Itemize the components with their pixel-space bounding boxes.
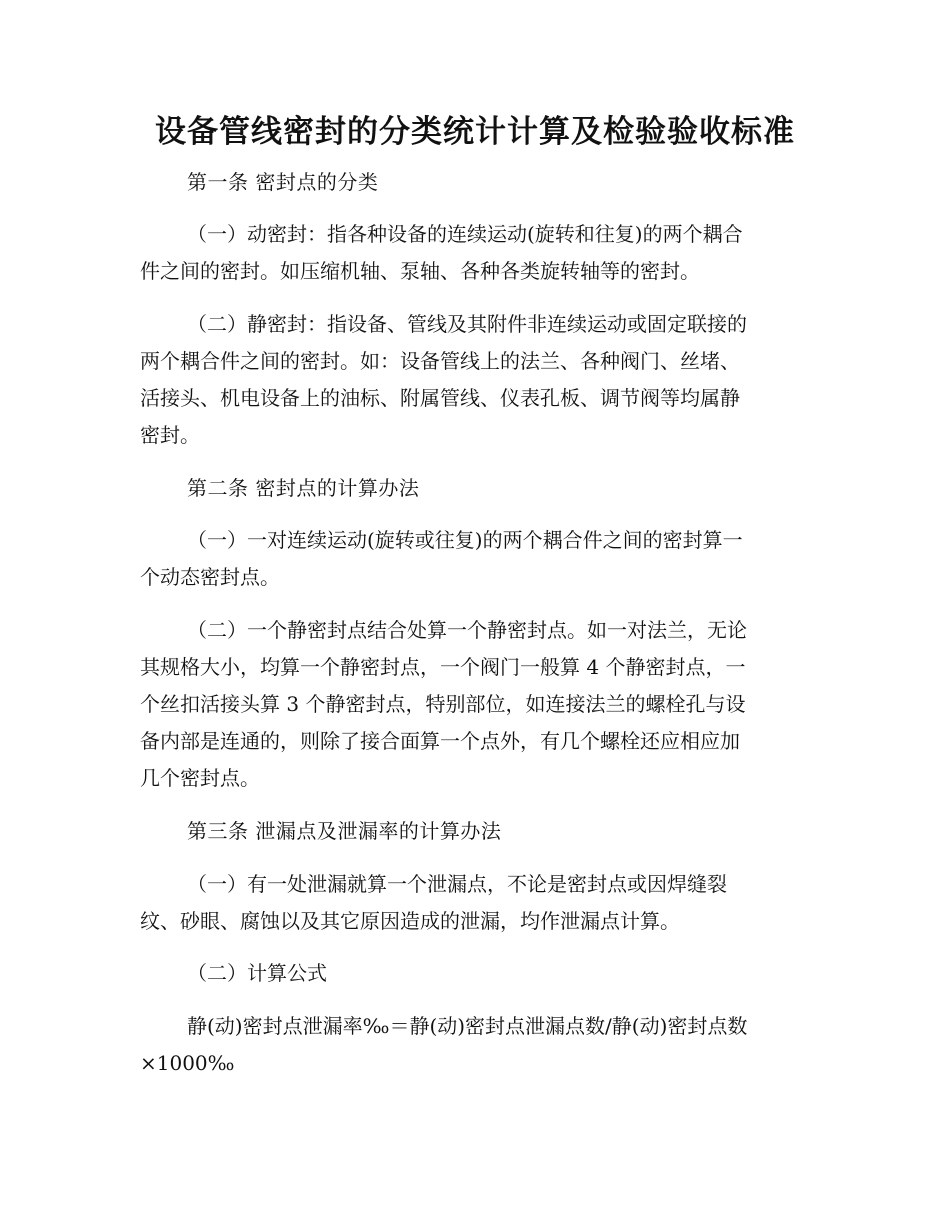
- section-3-heading: 第三条 泄漏点及泄漏率的计算办法: [187, 819, 502, 843]
- section-2-paragraph-2-line-5: 几个密封点。: [140, 766, 260, 790]
- section-1-paragraph-2-line-4: 密封。: [140, 423, 200, 447]
- section-2-paragraph-1-line-2: 个动态密封点。: [140, 565, 280, 589]
- formula-line-2: ×1000‰: [140, 1051, 235, 1075]
- section-2-heading: 第二条 密封点的计算办法: [187, 476, 420, 500]
- section-2-paragraph-2-line-3: 个丝扣活接头算 3 个静密封点，特别部位，如连接法兰的螺栓孔与设: [140, 692, 746, 716]
- section-3-paragraph-1-line-1: （一）有一处泄漏就算一个泄漏点，不论是密封点或因焊缝裂: [187, 872, 727, 896]
- section-3-paragraph-2-line-1: （二）计算公式: [187, 961, 327, 985]
- section-1-paragraph-2-line-1: （二）静密封：指设备、管线及其附件非连续运动或固定联接的: [187, 312, 747, 336]
- section-3-paragraph-1-line-2: 纹、砂眼、腐蚀以及其它原因造成的泄漏，均作泄漏点计算。: [140, 909, 680, 933]
- section-1-paragraph-1-line-1: （一）动密封：指各种设备的连续运动(旋转和往复)的两个耦合: [187, 222, 743, 246]
- section-1-paragraph-2-line-2: 两个耦合件之间的密封。如：设备管线上的法兰、各种阀门、丝堵、: [140, 349, 740, 373]
- section-1-heading: 第一条 密封点的分类: [187, 170, 379, 194]
- section-2-paragraph-2-line-2: 其规格大小，均算一个静密封点，一个阀门一般算 4 个静密封点，一: [140, 655, 746, 679]
- section-1-paragraph-2-line-3: 活接头、机电设备上的油标、附属管线、仪表孔板、调节阀等均属静: [140, 386, 740, 410]
- section-1-paragraph-1-line-2: 件之间的密封。如压缩机轴、泵轴、各种各类旋转轴等的密封。: [140, 259, 700, 283]
- formula-line-1: 静(动)密封点泄漏率‰＝静(动)密封点泄漏点数/静(动)密封点数: [187, 1014, 748, 1038]
- section-2-paragraph-2-line-1: （二）一个静密封点结合处算一个静密封点。如一对法兰，无论: [187, 618, 747, 642]
- document-title: 设备管线密封的分类统计计算及检验验收标准: [155, 114, 795, 150]
- section-2-paragraph-1-line-1: （一）一对连续运动(旋转或往复)的两个耦合件之间的密封算一: [187, 528, 743, 552]
- section-2-paragraph-2-line-4: 备内部是连通的，则除了接合面算一个点外，有几个螺栓还应相应加: [140, 729, 740, 753]
